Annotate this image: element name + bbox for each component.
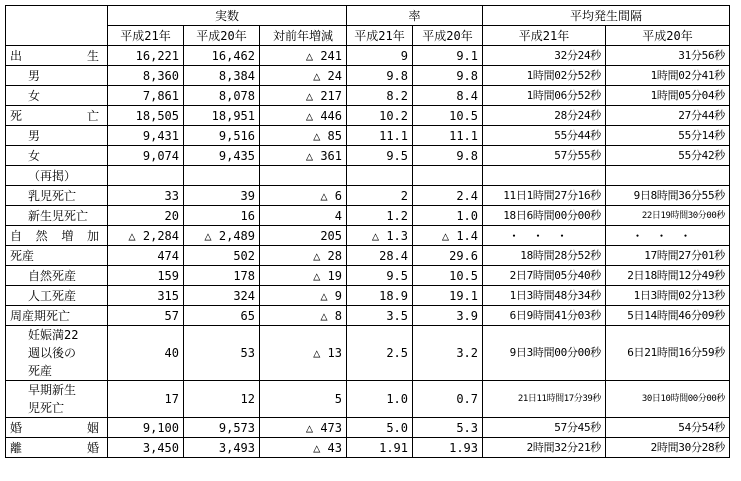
row-label-char: 出 <box>10 48 23 63</box>
header-col-h20: 平成20年 <box>184 26 260 46</box>
row-label: 周産期死亡 <box>6 306 108 326</box>
header-group-ritsu: 率 <box>347 6 483 26</box>
cell-i21: 18時間28分52秒 <box>483 246 606 266</box>
cell-r21: 2.5 <box>347 326 413 381</box>
cell-h21: △ 2,284 <box>108 226 184 246</box>
cell-i21: 6日9時間41分03秒 <box>483 306 606 326</box>
table-row <box>6 306 730 326</box>
cell-r20: 19.1 <box>413 286 483 306</box>
row-label-char: 離 <box>10 440 23 455</box>
cell-h20: 16,462 <box>184 46 260 66</box>
cell-diff: △ 6 <box>260 186 347 206</box>
cell-r20: 10.5 <box>413 106 483 126</box>
cell-i20: 55分14秒 <box>606 126 730 146</box>
cell-h20: △ 2,489 <box>184 226 260 246</box>
cell-i21: 55分44秒 <box>483 126 606 146</box>
cell-h20: 39 <box>184 186 260 206</box>
cell-r20: 0.7 <box>413 381 483 418</box>
cell-i21: 1時間02分52秒 <box>483 66 606 86</box>
cell-r20: 3.2 <box>413 326 483 381</box>
cell-h20: 324 <box>184 286 260 306</box>
cell-r20: 9.1 <box>413 46 483 66</box>
cell-i21: 9日3時間00分00秒 <box>483 326 606 381</box>
header-corner-cell <box>6 6 108 46</box>
cell-i20: ・・・ <box>606 226 730 246</box>
row-label: 女 <box>6 86 108 106</box>
cell-i20: 1時間02分41秒 <box>606 66 730 86</box>
cell-diff: △ 43 <box>260 438 347 458</box>
cell-h20: 502 <box>184 246 260 266</box>
cell-diff: △ 9 <box>260 286 347 306</box>
cell-r21: 1.0 <box>347 381 413 418</box>
table-row <box>6 246 730 266</box>
row-label-char: 増 <box>61 228 74 243</box>
cell-i21: 28分24秒 <box>483 106 606 126</box>
cell-i21: 1時間06分52秒 <box>483 86 606 106</box>
cell-diff: △ 361 <box>260 146 347 166</box>
cell-h21: 57 <box>108 306 184 326</box>
cell-diff: △ 473 <box>260 418 347 438</box>
cell-r21: 2 <box>347 186 413 206</box>
header-col-rate-h20: 平成20年 <box>413 26 483 46</box>
cell-r21: 9.5 <box>347 266 413 286</box>
cell-r20: 9.8 <box>413 146 483 166</box>
row-label: 人工死産 <box>6 286 108 306</box>
cell-h21: 18,505 <box>108 106 184 126</box>
row-label-char: 亡 <box>86 108 99 123</box>
table-row <box>6 381 730 418</box>
cell-diff: 205 <box>260 226 347 246</box>
cell-h21: 315 <box>108 286 184 306</box>
cell-r20: 2.4 <box>413 186 483 206</box>
cell-i20: 30日10時間00分00秒 <box>606 381 730 418</box>
cell-i20: 2日18時間12分49秒 <box>606 266 730 286</box>
header-group-jissu: 実数 <box>108 6 347 26</box>
cell-h21: 9,100 <box>108 418 184 438</box>
row-label-char: 姻 <box>86 420 99 435</box>
row-label: 自然死産 <box>6 266 108 286</box>
cell-h20: 18,951 <box>184 106 260 126</box>
cell-h21: 9,431 <box>108 126 184 146</box>
cell-h20: 53 <box>184 326 260 381</box>
row-label-line: 死産 <box>28 364 53 378</box>
cell-r20: 29.6 <box>413 246 483 266</box>
cell-i21: 21日11時間17分39秒 <box>483 381 606 418</box>
table-row <box>6 438 730 458</box>
table-row <box>6 186 730 206</box>
header-col-diff: 対前年増減 <box>260 26 347 46</box>
row-label-char: 婚 <box>86 440 99 455</box>
header-col-rate-h21: 平成21年 <box>347 26 413 46</box>
cell-r21: 5.0 <box>347 418 413 438</box>
cell-h21: 8,360 <box>108 66 184 86</box>
cell-r21: △ 1.3 <box>347 226 413 246</box>
row-label-char: 自 <box>10 228 23 243</box>
table-row <box>6 86 730 106</box>
cell-h21: 7,861 <box>108 86 184 106</box>
row-label <box>6 46 108 66</box>
cell-r20: 5.3 <box>413 418 483 438</box>
table-row <box>6 166 730 186</box>
row-label: 男 <box>6 66 108 86</box>
cell-h21: 474 <box>108 246 184 266</box>
row-label: 乳児死亡 <box>6 186 108 206</box>
cell-r20: 8.4 <box>413 86 483 106</box>
cell-h21: 9,074 <box>108 146 184 166</box>
header-group-kankaku: 平均発生間隔 <box>483 6 730 26</box>
row-label: 男 <box>6 126 108 146</box>
table-row <box>6 146 730 166</box>
vital-statistics-table <box>5 5 730 458</box>
table-row <box>6 66 730 86</box>
row-label: 新生児死亡 <box>6 206 108 226</box>
cell-i20: 1日3時間02分13秒 <box>606 286 730 306</box>
cell-r20: △ 1.4 <box>413 226 483 246</box>
row-label-line: 早期新生 <box>28 383 77 397</box>
row-label-char: 婚 <box>10 420 23 435</box>
cell-r21: 3.5 <box>347 306 413 326</box>
table-row <box>6 226 730 246</box>
cell-r21: 9.5 <box>347 146 413 166</box>
cell-r20: 3.9 <box>413 306 483 326</box>
cell-diff <box>260 166 347 186</box>
table-row <box>6 106 730 126</box>
cell-i20: 6日21時間16分59秒 <box>606 326 730 381</box>
cell-r21: 1.91 <box>347 438 413 458</box>
cell-h20 <box>184 166 260 186</box>
cell-i20: 9日8時間36分55秒 <box>606 186 730 206</box>
cell-h21: 20 <box>108 206 184 226</box>
cell-h21 <box>108 166 184 186</box>
row-label-line: 児死亡 <box>28 401 65 415</box>
cell-h20: 9,516 <box>184 126 260 146</box>
cell-h20: 178 <box>184 266 260 286</box>
cell-h20: 65 <box>184 306 260 326</box>
cell-i20: 55分42秒 <box>606 146 730 166</box>
cell-i20: 31分56秒 <box>606 46 730 66</box>
header-row-columns <box>6 26 730 46</box>
table-row <box>6 46 730 66</box>
table-body <box>6 46 730 458</box>
table-row <box>6 266 730 286</box>
row-label-line: 妊娠満22 <box>28 328 79 342</box>
header-col-interval-h20: 平成20年 <box>606 26 730 46</box>
row-label <box>6 418 108 438</box>
cell-r20 <box>413 166 483 186</box>
cell-diff: △ 19 <box>260 266 347 286</box>
cell-r20: 11.1 <box>413 126 483 146</box>
cell-r21 <box>347 166 413 186</box>
header-col-interval-h21: 平成21年 <box>483 26 606 46</box>
cell-h20: 8,384 <box>184 66 260 86</box>
cell-r20: 9.8 <box>413 66 483 86</box>
cell-i21: 18日6時間00分00秒 <box>483 206 606 226</box>
cell-diff: △ 241 <box>260 46 347 66</box>
cell-h21: 16,221 <box>108 46 184 66</box>
cell-diff: △ 28 <box>260 246 347 266</box>
cell-h21: 33 <box>108 186 184 206</box>
cell-i20: 1時間05分04秒 <box>606 86 730 106</box>
cell-i21: 32分24秒 <box>483 46 606 66</box>
cell-i21: 57分45秒 <box>483 418 606 438</box>
table-row <box>6 326 730 381</box>
cell-i21 <box>483 166 606 186</box>
cell-h21: 3,450 <box>108 438 184 458</box>
row-label <box>6 326 108 381</box>
row-label <box>6 438 108 458</box>
table-row <box>6 206 730 226</box>
cell-i20: 54分54秒 <box>606 418 730 438</box>
row-label <box>6 381 108 418</box>
cell-r20: 1.93 <box>413 438 483 458</box>
cell-i20: 27分44秒 <box>606 106 730 126</box>
row-label-char: 加 <box>86 228 99 243</box>
cell-i21: 1日3時間48分34秒 <box>483 286 606 306</box>
cell-h20: 9,435 <box>184 146 260 166</box>
table-row <box>6 418 730 438</box>
cell-diff: △ 8 <box>260 306 347 326</box>
row-label <box>6 226 108 246</box>
cell-i20: 17時間27分01秒 <box>606 246 730 266</box>
cell-i21: ・・・ <box>483 226 606 246</box>
cell-h21: 40 <box>108 326 184 381</box>
cell-h20: 12 <box>184 381 260 418</box>
cell-i20: 2時間30分28秒 <box>606 438 730 458</box>
row-label: 死産 <box>6 246 108 266</box>
cell-r21: 18.9 <box>347 286 413 306</box>
vital-statistics-table-container <box>5 5 730 458</box>
cell-diff: △ 217 <box>260 86 347 106</box>
cell-r20: 10.5 <box>413 266 483 286</box>
cell-h20: 8,078 <box>184 86 260 106</box>
cell-i21: 2日7時間05分40秒 <box>483 266 606 286</box>
cell-diff: △ 24 <box>260 66 347 86</box>
cell-r21: 1.2 <box>347 206 413 226</box>
cell-diff: 5 <box>260 381 347 418</box>
cell-h20: 9,573 <box>184 418 260 438</box>
cell-h21: 17 <box>108 381 184 418</box>
cell-h20: 16 <box>184 206 260 226</box>
row-label: （再掲） <box>6 166 108 186</box>
cell-r21: 9 <box>347 46 413 66</box>
cell-r20: 1.0 <box>413 206 483 226</box>
row-label-char: 生 <box>86 48 99 63</box>
cell-i20: 5日14時間46分09秒 <box>606 306 730 326</box>
cell-diff: 4 <box>260 206 347 226</box>
cell-r21: 11.1 <box>347 126 413 146</box>
table-row <box>6 286 730 306</box>
cell-r21: 10.2 <box>347 106 413 126</box>
row-label <box>6 106 108 126</box>
cell-r21: 8.2 <box>347 86 413 106</box>
cell-diff: △ 13 <box>260 326 347 381</box>
row-label-line: 週以後の <box>28 346 77 360</box>
cell-i20 <box>606 166 730 186</box>
cell-h21: 159 <box>108 266 184 286</box>
table-row <box>6 126 730 146</box>
cell-i21: 57分55秒 <box>483 146 606 166</box>
header-row-groups <box>6 6 730 26</box>
cell-i21: 2時間32分21秒 <box>483 438 606 458</box>
row-label-char: 死 <box>10 108 23 123</box>
cell-i21: 11日1時間27分16秒 <box>483 186 606 206</box>
header-col-h21: 平成21年 <box>108 26 184 46</box>
cell-r21: 28.4 <box>347 246 413 266</box>
cell-r21: 9.8 <box>347 66 413 86</box>
cell-diff: △ 85 <box>260 126 347 146</box>
row-label: 女 <box>6 146 108 166</box>
cell-diff: △ 446 <box>260 106 347 126</box>
cell-h20: 3,493 <box>184 438 260 458</box>
row-label-char: 然 <box>35 228 48 243</box>
cell-i20: 22日19時間30分00秒 <box>606 206 730 226</box>
